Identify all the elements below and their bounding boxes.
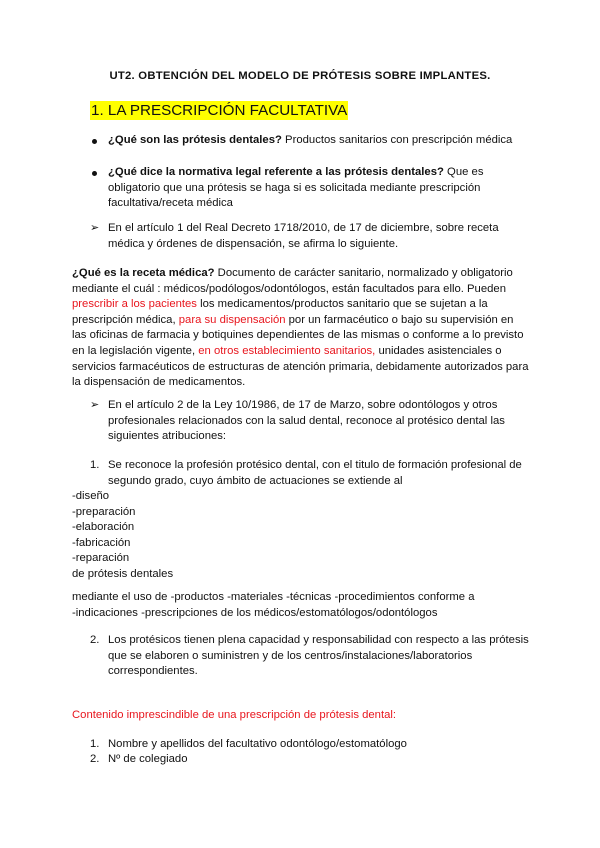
activity-item: de prótesis dentales <box>72 567 174 580</box>
red-highlight-2: para su dispensación <box>178 313 286 326</box>
mediante-line: -indicaciones -prescripciones de los médicos/estomatólogos/odontólogos <box>72 606 438 619</box>
contenido-item-1-number: 1. <box>90 738 100 750</box>
arrow-bullet-icon: ➢ <box>90 222 100 234</box>
receta-paragraph: ¿Qué es la receta médica? Documento de carácter sanitario, normalizado y obligatorio mediante el cuál : médicos/podólogos/odontólogos, están facultados para ello. Pueden prescribir a los pacientes los medicamentos/productos sanitario que se sujetan a la prescripción médica, para su dispensación por un farmacéutico o bajo su supervisión en las oficinas de farmacia y botiquines dependientes de las mismas o conforme a lo previsto en la legislación vigente, en otros establecimiento sanitarios, unidades asistenciales o servicios farmacéuticos de estructuras de atención primaria, debidamente autorizados para la dispensación de medicamentos. <box>72 267 529 389</box>
red-highlight-1: prescribir a los pacientes <box>72 298 197 311</box>
item-1-number: 1. <box>90 459 100 471</box>
bullet-2-question: ¿Qué dice la normativa legal referente a las prótesis dentales? <box>108 166 444 178</box>
document-title: UT2. OBTENCIÓN DEL MODELO DE PRÓTESIS SOBRE IMPLANTES. <box>109 70 491 82</box>
contenido-item-1-text: Nombre y apellidos del facultativo odontólogo/estomatólogo <box>108 738 407 750</box>
item-2-text: Los protésicos tienen plena capacidad y responsabilidad con respecto a las prótesis que se elaboren o suministren y de los centros/instalaciones/laboratorios correspondientes. <box>108 634 529 678</box>
arrow-item-2: En el artículo 2 de la Ley 10/1986, de 17 de Marzo, sobre odontólogos y otros profesionales relacionados con la salud dental, reconoce al protésico dental las siguientes atribuciones: <box>108 399 505 443</box>
section-heading: 1. LA PRESCRIPCIÓN FACULTATIVA <box>91 102 348 119</box>
arrow-item-1: En el artículo 1 del Real Decreto 1718/2010, de 17 de diciembre, sobre receta médica y órdenes de dispensación, se afirma lo siguiente. <box>108 222 499 250</box>
activities-list <box>72 489 372 583</box>
activity-item: -preparación <box>72 505 136 518</box>
mediante-line: mediante el uso de -productos -materiales -técnicas -procedimientos conforme a <box>72 591 475 603</box>
item-1-text: Se reconoce la profesión protésico dental, con el titulo de formación profesional de segundo grado, cuyo ámbito de actuaciones se extiende al <box>108 459 522 487</box>
bullet-item-1 <box>108 133 528 149</box>
receta-question: ¿Qué es la receta médica? <box>72 267 215 279</box>
arrow-bullet-icon: ➢ <box>90 399 100 411</box>
mediante-paragraph <box>72 590 532 621</box>
activity-item: -reparación <box>72 552 130 565</box>
bullet-icon <box>92 139 97 144</box>
red-highlight-3: en otros establecimiento sanitarios, <box>198 344 376 357</box>
bullet-item-2 <box>108 165 498 212</box>
bullet-1-answer: Productos sanitarios con prescripción médica <box>281 134 513 146</box>
bullet-1-question: ¿Qué son las prótesis dentales? <box>108 134 282 146</box>
contenido-item-2-number: 2. <box>90 753 100 765</box>
activity-item: -diseño <box>72 490 110 502</box>
activity-item: -elaboración <box>72 521 135 534</box>
contenido-heading: Contenido imprescindible de una prescripción de prótesis dental: <box>72 709 397 721</box>
bullet-2-answer: Que es obligatorio que una prótesis se haga si es solicitada mediante prescripción facultativa/receta médica <box>108 166 484 210</box>
bullet-icon <box>92 171 97 176</box>
contenido-item-2-text: Nº de colegiado <box>108 753 188 765</box>
activity-item: -fabricación <box>72 536 131 549</box>
item-2-number: 2. <box>90 634 100 646</box>
